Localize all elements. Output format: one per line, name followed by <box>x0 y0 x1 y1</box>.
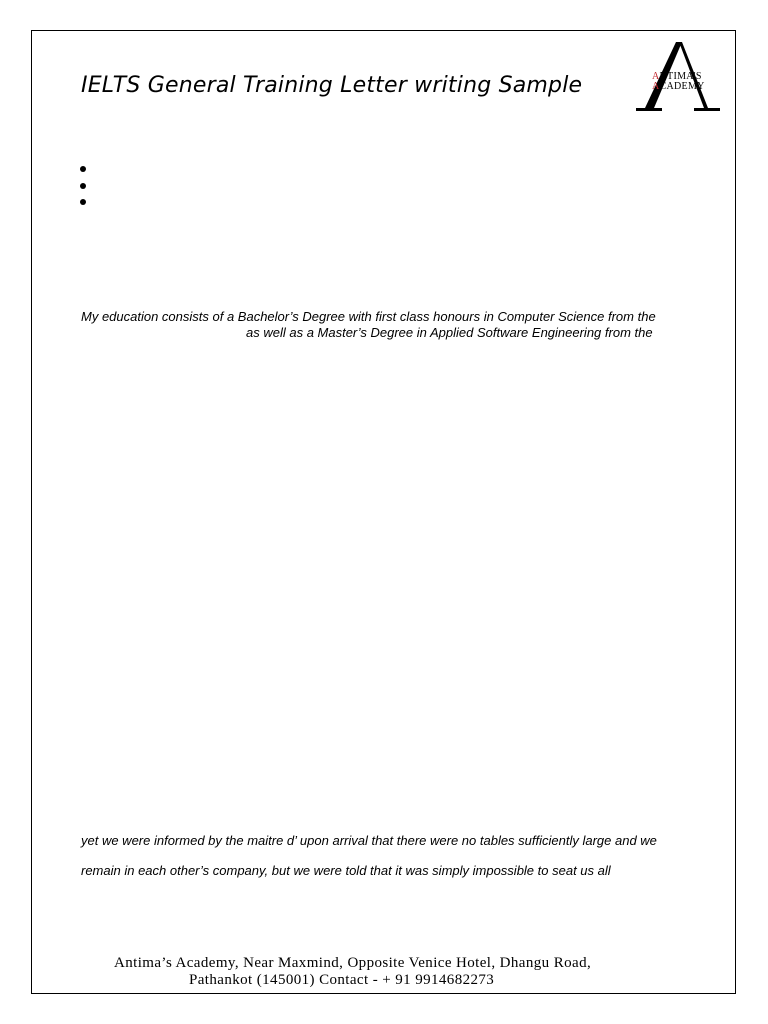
page-frame <box>31 30 736 994</box>
logo-line-1-rest: NTIMA'S <box>659 71 702 82</box>
footer-line-1: Antima’s Academy, Near Maxmind, Opposite Venice Hotel, Dhangu Road, <box>114 955 592 971</box>
footer-line-2: Pathankot (145001) Contact - + 91 9914682273 <box>189 972 495 988</box>
bullet-point <box>80 166 86 172</box>
academy-logo <box>634 42 724 114</box>
education-line-1: My education consists of a Bachelor’s Degree with first class honours in Computer Science from the <box>81 309 656 324</box>
bullet-list <box>80 166 86 216</box>
logo-line-2-rest: CADEMY <box>659 81 705 92</box>
footer-address <box>0 955 768 989</box>
restaurant-line-1: yet we were informed by the maitre d’ upon arrival that there were no tables sufficiently large and we <box>81 833 657 848</box>
restaurant-line-2: remain in each other’s company, but we were told that it was simply impossible to seat us all <box>81 863 611 878</box>
logo-line-1-initial: A <box>652 71 660 82</box>
logo-line-2 <box>652 82 705 92</box>
logo-text <box>652 72 705 92</box>
education-line-2: as well as a Master’s Degree in Applied Software Engineering from the <box>246 325 653 340</box>
document-title: IELTS General Training Letter writing Sample <box>81 73 583 98</box>
bullet-point <box>80 183 86 189</box>
bullet-point <box>80 199 86 205</box>
logo-line-2-initial: A <box>652 81 660 92</box>
